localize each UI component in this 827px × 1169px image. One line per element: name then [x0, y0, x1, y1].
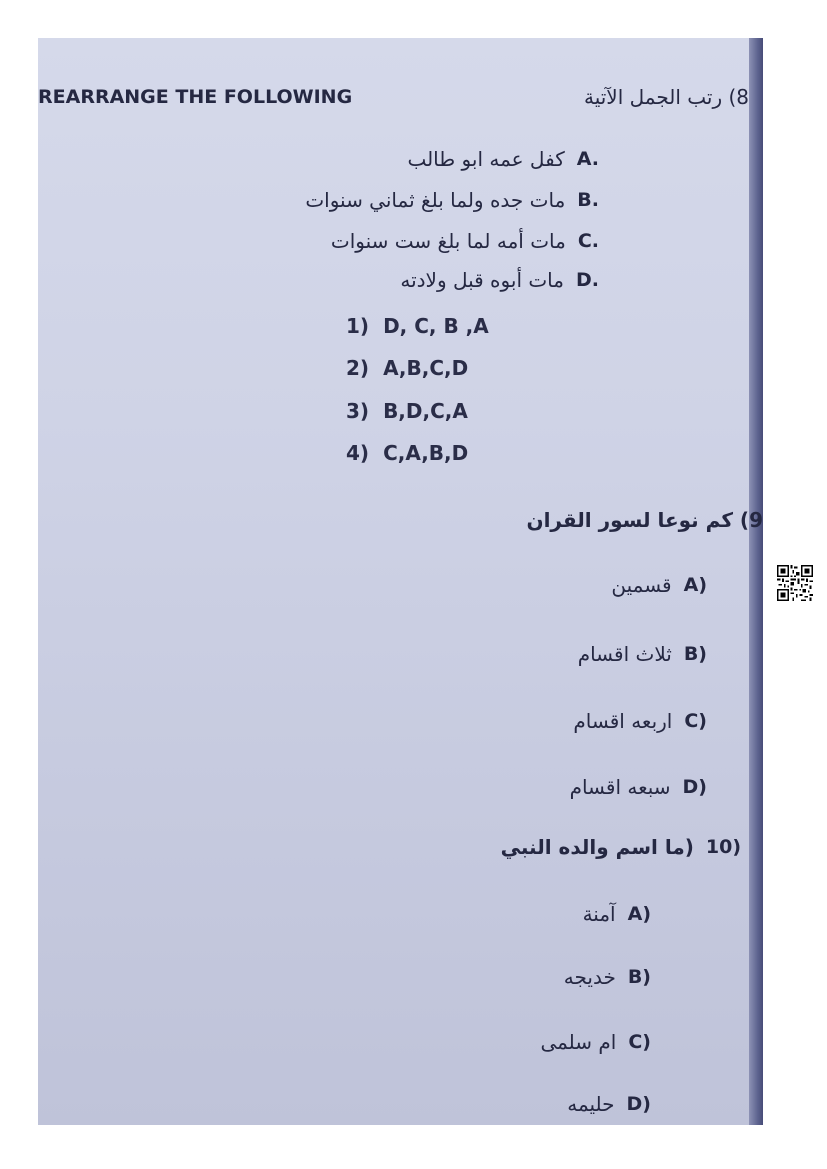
- q8-answer-1: [346, 314, 489, 338]
- q10-option-d: [567, 1092, 651, 1116]
- q8-item-text: كفل عمه ابو طالب: [407, 147, 565, 171]
- q9-option-a: [611, 573, 707, 597]
- option-label: D): [682, 776, 707, 798]
- photo-page: [38, 38, 763, 1125]
- q9-option-d: [570, 775, 707, 799]
- option-text: ثلاث اقسام: [577, 642, 672, 666]
- option-text: اربعه اقسام: [573, 709, 673, 733]
- answer-number: 3): [346, 399, 370, 423]
- q8-item-label: A.: [576, 148, 599, 170]
- option-text: سبعه اقسام: [569, 775, 671, 799]
- option-text: حليمه: [567, 1092, 615, 1116]
- option-label: C): [684, 710, 707, 732]
- answer-number: 4): [346, 441, 370, 465]
- q8-item-text: مات أمه لما بلغ ست سنوات: [330, 229, 566, 253]
- q8-item-text: مات جده ولما بلغ ثماني سنوات: [305, 188, 566, 212]
- q10-option-c: [540, 1030, 651, 1054]
- qr-code-icon: [777, 565, 813, 601]
- q8-item-b: [305, 188, 599, 212]
- q10-question-line: [501, 835, 741, 859]
- option-text: خديجه: [563, 965, 616, 989]
- option-text: ام سلمى: [540, 1030, 617, 1054]
- q9-option-c: [573, 709, 707, 733]
- answer-number: 2): [346, 356, 370, 380]
- answer-text: A,B,C,D: [383, 356, 469, 380]
- option-label: A): [627, 903, 651, 925]
- option-label: C): [628, 1031, 651, 1053]
- q8-answer-4: [346, 441, 468, 465]
- q8-item-label: B.: [577, 189, 599, 211]
- q10-option-a: [583, 902, 651, 926]
- option-label: A): [683, 574, 707, 596]
- q10-question: (ما اسم والده النبي: [500, 835, 694, 859]
- option-label: D): [626, 1093, 651, 1115]
- q10-option-b: [564, 965, 651, 989]
- answer-text: C,A,B,D: [383, 441, 469, 465]
- answer-text: D, C, B ,A: [383, 314, 489, 338]
- option-label: B): [683, 643, 707, 665]
- q8-item-label: D.: [576, 269, 599, 291]
- q8-item-c: [331, 229, 599, 253]
- q8-item-text: مات أبوه قبل ولادته: [400, 268, 564, 292]
- option-text: آمنة: [582, 902, 616, 926]
- option-text: قسمين: [611, 573, 672, 597]
- q8-answer-3: [346, 399, 468, 423]
- book-spine: [749, 38, 763, 1125]
- q8-heading-arabic: 8) رتب الجمل الآتية: [583, 85, 749, 109]
- q9-option-b: [578, 642, 707, 666]
- q8-item-label: C.: [577, 230, 599, 252]
- answer-text: B,D,C,A: [383, 399, 468, 423]
- option-label: B): [627, 966, 651, 988]
- q8-item-a: [407, 147, 599, 171]
- q8-item-d: [400, 268, 599, 292]
- q8-answer-2: [346, 356, 468, 380]
- q9-question: 9) كم نوعا لسور القران: [526, 508, 763, 532]
- q8-heading-english: REARRANGE THE FOLLOWING: [38, 86, 353, 108]
- q10-number: 10): [705, 836, 741, 858]
- answer-number: 1): [346, 314, 370, 338]
